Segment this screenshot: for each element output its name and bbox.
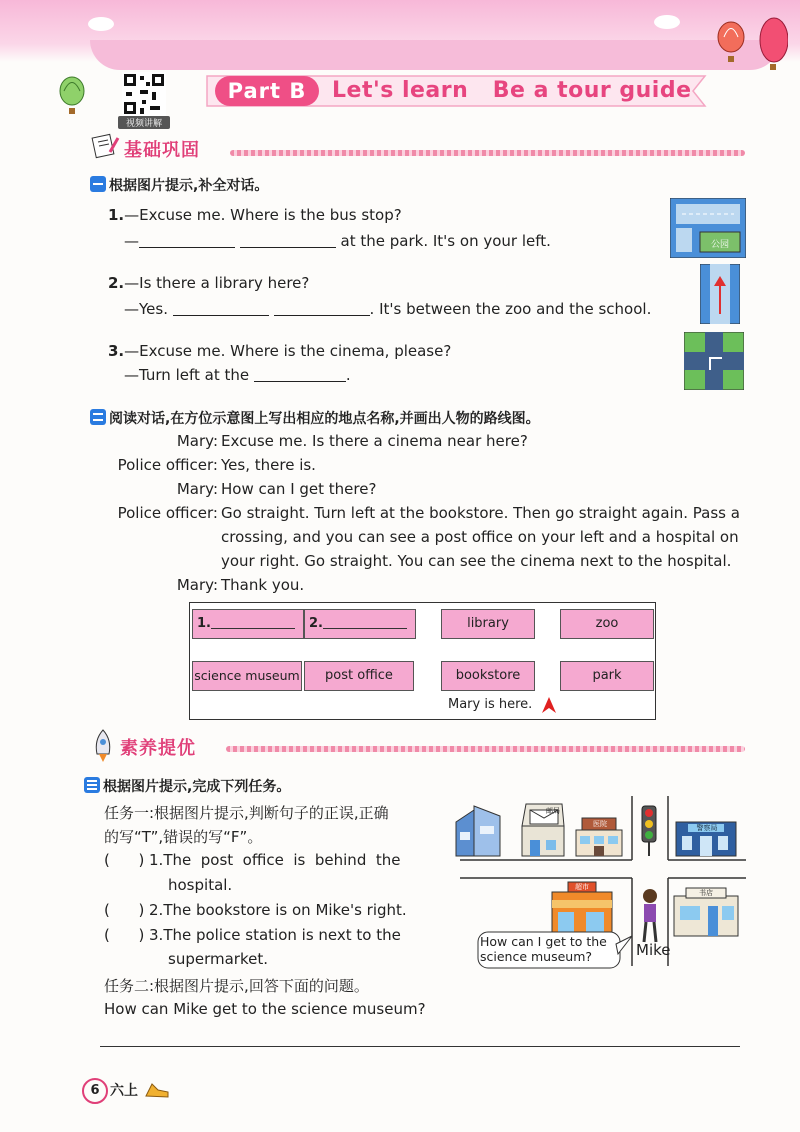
grade-label: 六上 — [110, 1083, 138, 1099]
sign-book: 书店 — [699, 889, 713, 897]
map-library: library — [441, 609, 535, 639]
balloon-icon — [56, 76, 88, 118]
page-title: Let's learn Be a tour guide — [332, 78, 692, 103]
page-number: 6 — [82, 1078, 108, 1104]
tf-item-1-cont: hospital. — [168, 876, 233, 894]
dialogue-line: Excuse me. Is there a cinema near here? — [221, 432, 528, 450]
item3-question: 3.—Excuse me. Where is the cinema, please? — [108, 342, 452, 360]
tf-paren[interactable]: ( ) — [104, 851, 145, 869]
mike-label: Mike — [636, 941, 671, 959]
sign-police: 警察局 — [696, 824, 718, 832]
mary-arrow-icon — [542, 697, 556, 713]
dialogue-line: Go straight. Turn left at the bookstore. Then go straight again. Pass a — [221, 504, 740, 522]
subtask2-question: How can Mike get to the science museum? — [104, 1000, 426, 1018]
section-divider — [230, 150, 745, 156]
section-heading: 素养提优 — [120, 738, 196, 759]
number-three-icon — [84, 777, 100, 793]
section-heading: 基础巩固 — [124, 140, 200, 161]
map-science-museum: science museum — [192, 661, 302, 691]
straight-road-picture — [700, 264, 740, 324]
speaker: Police officer: — [117, 504, 218, 522]
qr-code-icon[interactable] — [122, 72, 166, 116]
map-post-office: post office — [304, 661, 414, 691]
item1-question: 1.—Excuse me. Where is the bus stop? — [108, 206, 402, 224]
tf-item-3: 3.The police station is next to the — [149, 926, 401, 944]
answer-blank[interactable] — [240, 233, 336, 248]
dialogue-line: Thank you. — [221, 576, 305, 594]
dialogue-line: How can I get there? — [221, 480, 377, 498]
part-tag: Part B — [215, 76, 319, 106]
speaker: Mary: — [176, 480, 218, 498]
bubble-line1: How can I get to the — [480, 934, 607, 949]
mike-figure — [643, 889, 657, 942]
notebook-icon — [90, 132, 120, 160]
sign-super: 超市 — [575, 883, 589, 891]
task2-instruction: 阅读对话,在方位示意图上写出相应的地点名称,并画出人物的路线图。 — [90, 408, 540, 428]
cloud-icon — [86, 12, 116, 32]
shoe-icon — [144, 1080, 170, 1100]
map-park: park — [560, 661, 654, 691]
subtask2-instruction: 任务二:根据图片提示,回答下面的问题。 — [104, 977, 369, 995]
task3-instruction: 根据图片提示,完成下列任务。 — [84, 776, 290, 796]
answer-blank[interactable] — [139, 233, 235, 248]
science-museum-building — [456, 806, 500, 856]
traffic-light-icon — [642, 806, 656, 856]
section-divider — [226, 746, 745, 752]
map-blank-1[interactable]: 1. — [192, 609, 304, 639]
tf-paren[interactable]: ( ) — [104, 926, 145, 944]
tf-item-2: 2.The bookstore is on Mike's right. — [149, 901, 407, 919]
dialogue-line: Yes, there is. — [221, 456, 316, 474]
mary-here-label: Mary is here. — [448, 697, 533, 712]
map-bookstore: bookstore — [441, 661, 535, 691]
crossroad-picture — [684, 332, 744, 390]
route-map — [189, 602, 656, 720]
number-one-icon — [90, 176, 106, 192]
item3-answer: —Turn left at the . — [124, 366, 351, 384]
item2-answer: —Yes. . It's between the zoo and the school. — [124, 300, 652, 318]
map-zoo: zoo — [560, 609, 654, 639]
cloud-icon — [652, 10, 682, 30]
speaker: Police officer: — [117, 456, 218, 474]
dialogue-line: your right. Go straight. You can see the cinema next to the hospital. — [221, 552, 732, 570]
bubble-line2: science museum? — [480, 949, 593, 964]
sign-hospital: 医院 — [593, 820, 607, 828]
sign-post: 邮局 — [546, 807, 560, 815]
speaker: Mary: — [176, 432, 218, 450]
task1-instruction: 根据图片提示,补全对话。 — [90, 175, 268, 195]
subtask1-line1: 任务一:根据图片提示,判断句子的正误,正确 — [104, 804, 389, 822]
tf-item-1: 1.The post office is behind the — [149, 851, 401, 869]
speaker: Mary: — [176, 576, 218, 594]
rocket-icon — [90, 728, 116, 764]
header-band-bottom — [90, 40, 780, 70]
balloon-icon — [711, 20, 751, 68]
tf-item-3-cont: supermarket. — [168, 950, 268, 968]
number-two-icon — [90, 409, 106, 425]
item1-answer: — at the park. It's on your left. — [124, 232, 551, 250]
answer-blank[interactable] — [173, 301, 269, 316]
subtask1-line2: 的写“T”,错误的写“F”。 — [104, 828, 263, 846]
tf-paren[interactable]: ( ) — [104, 901, 145, 919]
map-blank-2[interactable]: 2. — [304, 609, 416, 639]
answer-blank[interactable] — [254, 367, 346, 382]
item2-question: 2.—Is there a library here? — [108, 274, 310, 292]
answer-blank[interactable] — [274, 301, 370, 316]
park-pic-label: 公园 — [710, 240, 729, 250]
answer-line[interactable] — [100, 1046, 740, 1047]
dialogue-line: crossing, and you can see a post office on your left and a hospital on — [221, 528, 739, 546]
balloon-icon — [754, 14, 788, 74]
qr-caption: 视频讲解 — [118, 116, 170, 129]
